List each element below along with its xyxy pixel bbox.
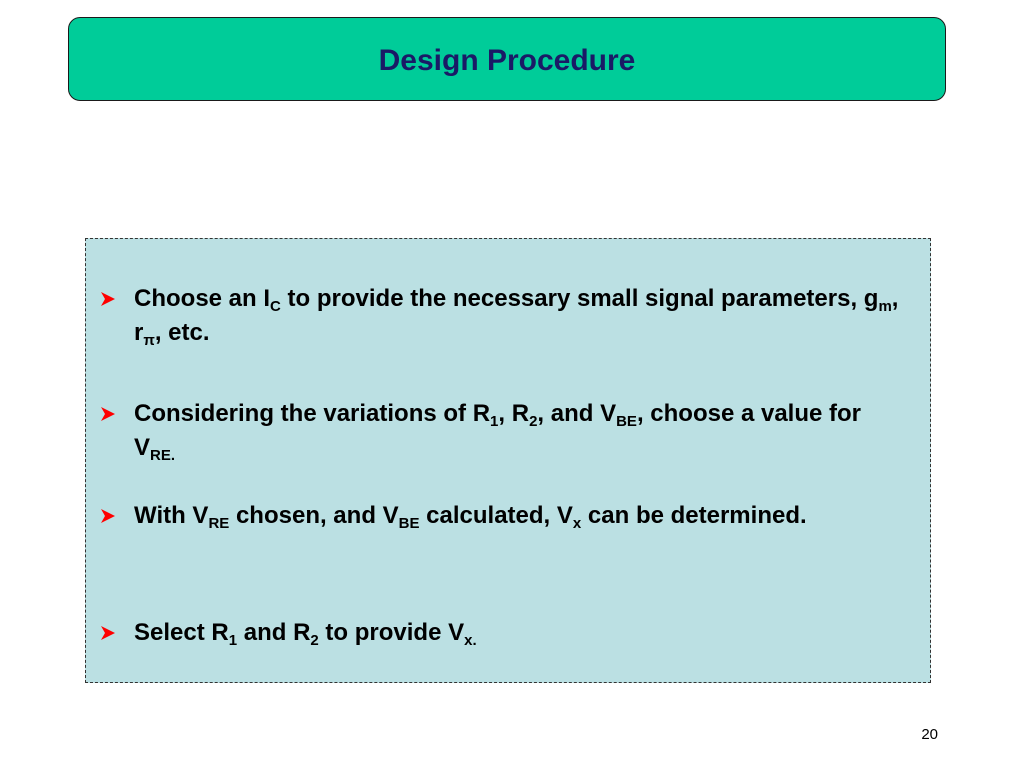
text-run: to provide V xyxy=(318,619,465,646)
subscript: 2 xyxy=(310,632,319,649)
bullet-text xyxy=(134,499,900,533)
bullet-text xyxy=(134,282,900,350)
page-number: 20 xyxy=(921,726,938,743)
content-panel xyxy=(85,238,931,683)
text-run: , and V xyxy=(537,400,617,427)
text-run: chosen, and V xyxy=(229,502,399,529)
subscript: RE xyxy=(208,515,230,532)
subscript: 1 xyxy=(490,413,499,430)
subscript: BE xyxy=(616,413,637,430)
bullet-item xyxy=(100,499,900,533)
right-arrowhead-icon xyxy=(100,625,116,641)
text-run: Considering the variations of R xyxy=(134,400,491,427)
bullet-text xyxy=(134,397,900,465)
text-run: , etc. xyxy=(154,319,210,346)
right-arrowhead-icon xyxy=(100,291,116,307)
bullet-item xyxy=(100,282,900,350)
subscript: 1 xyxy=(228,632,238,649)
text-run: to provide the necessary small signal parameters, g xyxy=(280,285,879,312)
text-run: Choose an I xyxy=(134,285,271,312)
subscript: x xyxy=(572,515,582,532)
subscript: m xyxy=(878,298,892,315)
subscript: x. xyxy=(464,632,477,649)
text-run: With V xyxy=(134,502,209,529)
title-banner xyxy=(68,17,946,101)
text-run: calculated, V xyxy=(419,502,573,529)
subscript: BE xyxy=(398,515,420,532)
subscript: RE. xyxy=(150,447,176,464)
slide-title: Design Procedure xyxy=(378,44,636,77)
bullet-item xyxy=(100,397,900,465)
right-arrowhead-icon xyxy=(100,406,116,422)
subscript: 2 xyxy=(529,413,538,430)
text-run: , choose a value for V xyxy=(134,400,862,461)
bullet-text xyxy=(134,616,900,650)
subscript: π xyxy=(143,332,155,349)
text-run: Select R xyxy=(134,619,229,646)
text-run: , R xyxy=(498,400,530,427)
text-run: and R xyxy=(237,619,311,646)
text-run: can be determined. xyxy=(581,502,807,529)
bullet-item xyxy=(100,616,900,650)
subscript: C xyxy=(270,298,281,315)
right-arrowhead-icon xyxy=(100,508,116,524)
text-run: , r xyxy=(134,285,899,346)
